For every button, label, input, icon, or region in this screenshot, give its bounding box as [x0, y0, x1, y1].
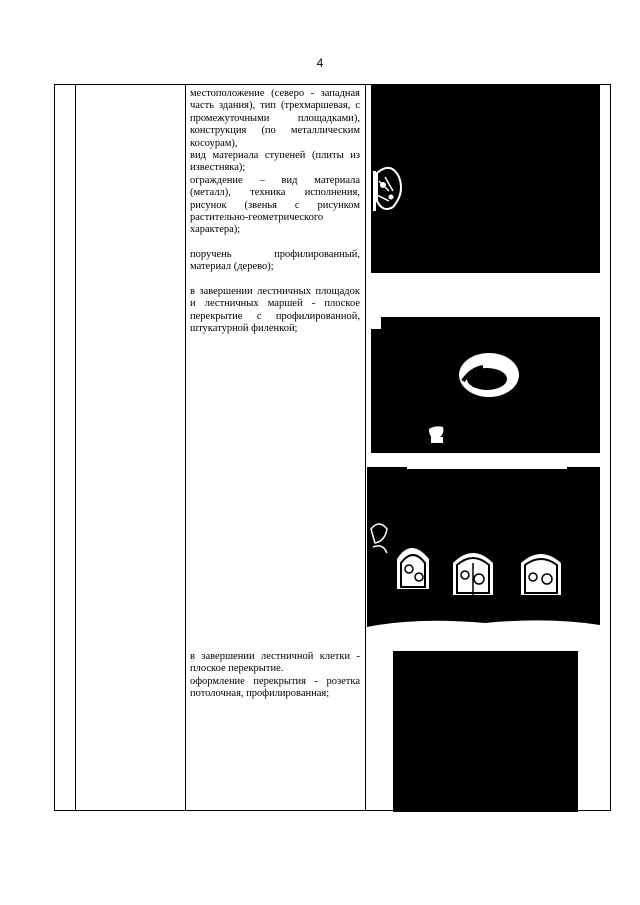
description-block-1: [190, 88, 360, 335]
window-left: [397, 548, 429, 589]
column-divider-1: [75, 85, 76, 810]
column-divider-3: [365, 85, 366, 810]
ceiling-panel-photo: [371, 317, 600, 453]
column-divider-2: [185, 85, 186, 810]
document-table: [54, 84, 611, 811]
description-line: поручень профилированный, материал (дерево);: [190, 248, 360, 273]
window-center: [453, 553, 493, 595]
staircase-railing-photo: [371, 85, 600, 273]
description-line: в завершении лестничной клетки - плоское перекрытие.: [190, 651, 360, 675]
description-line: в завершении лестничных площадок и лестничных маршей - плоское перекрытие с профилированной, штукатурной филенкой;: [190, 285, 360, 334]
description-line: местоположение (северо - западная часть здания), тип (трехмаршевая, с промежуточными площадками), конструкция (по металлическим косоурам),: [190, 88, 360, 149]
ceiling-rosette-photo: [393, 651, 578, 812]
description-line: вид материала ступеней (плиты из известняка);: [190, 150, 360, 174]
window-right: [521, 554, 561, 595]
description-line: оформление перекрытия - розетка потолочная, профилированная;: [190, 675, 360, 700]
windows-arches-photo: [367, 467, 600, 639]
page-number: 4: [316, 56, 324, 70]
description-line: ограждение – вид материала (металл), техника исполнения, рисунок (звенья с рисунком растительно-геометрического характера);: [190, 174, 360, 236]
description-block-2: [190, 651, 360, 701]
